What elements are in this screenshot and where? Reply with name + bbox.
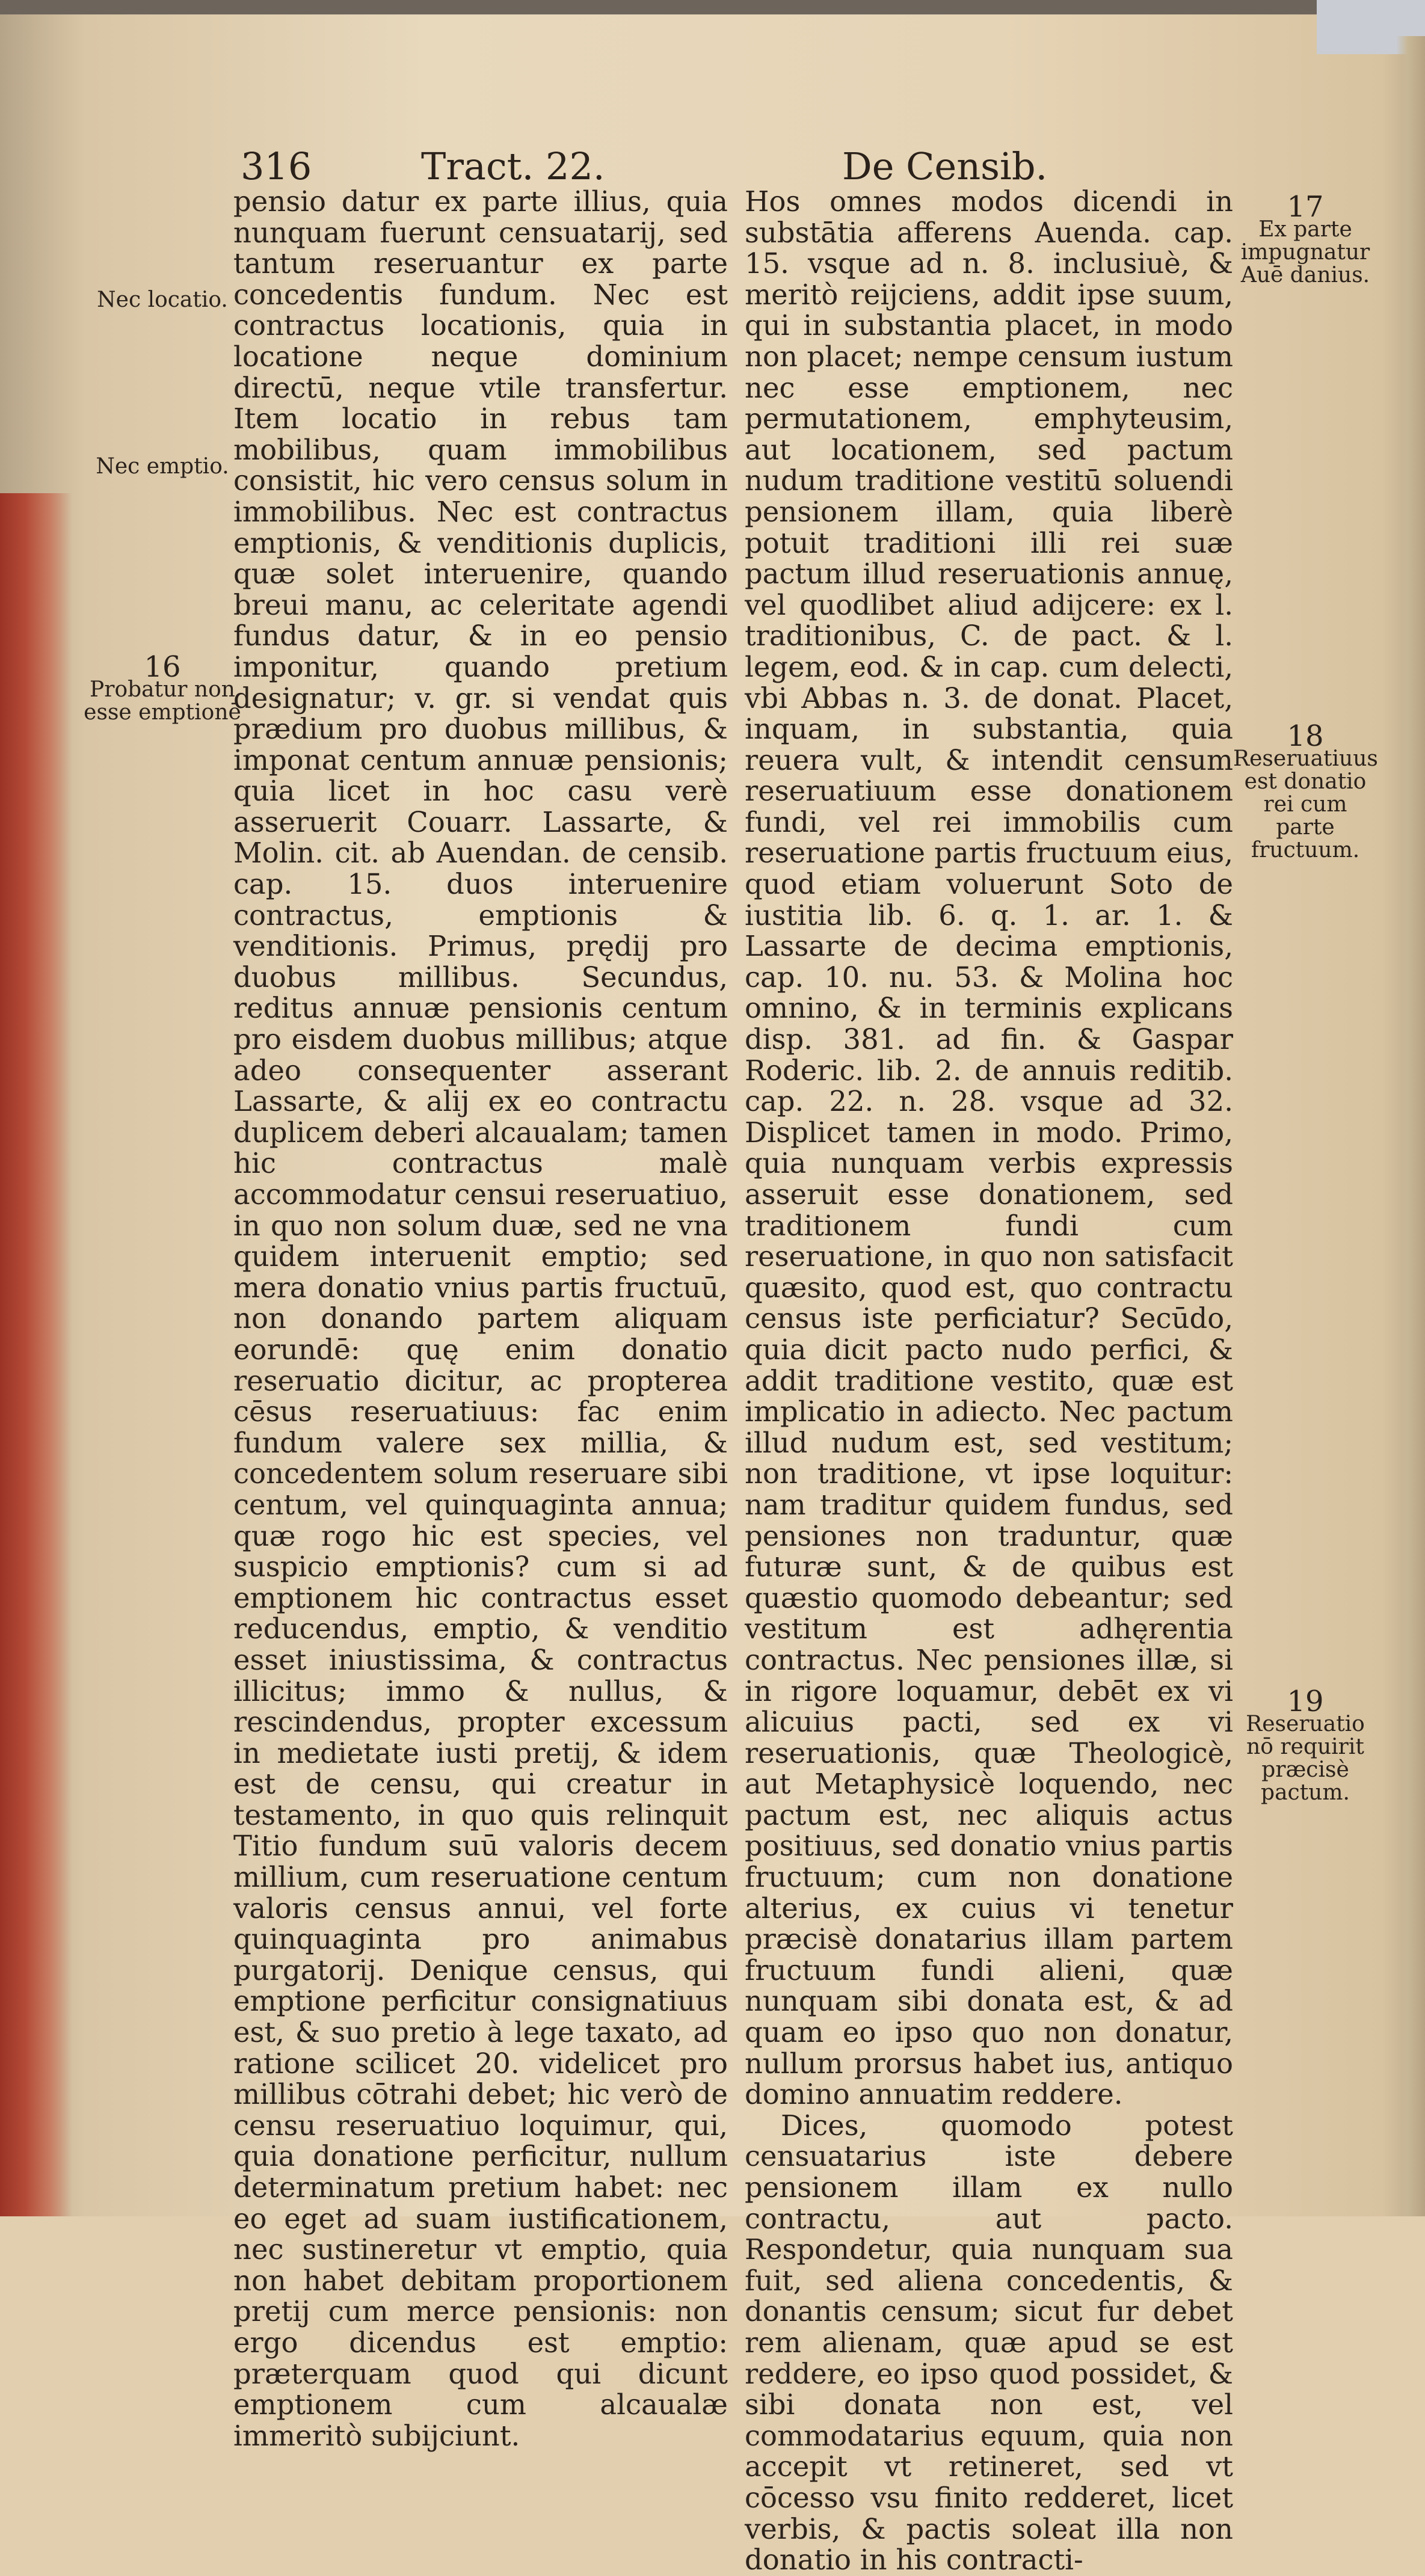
- margin-note-number: 18: [1287, 719, 1324, 753]
- margin-note-18: [1233, 719, 1378, 862]
- margin-note-text: Ex parte impugnatur Auē danius.: [1240, 217, 1370, 287]
- tractatus-heading: Tract. 22.: [421, 144, 605, 188]
- margin-note-text: Reseruatio nō requirit præcisè pactum.: [1246, 1712, 1365, 1805]
- top-border: [0, 0, 1425, 14]
- margin-note-number: 17: [1287, 190, 1324, 224]
- red-page-edge: [0, 493, 72, 2216]
- margin-note-text: Nec emptio.: [96, 454, 229, 479]
- margin-note-text: Nec locatio.: [97, 287, 228, 312]
- body-paragraph: Dices, quomodo potest censuatarius iste debere pensionem illam ex nullo contractu, aut pacto. Respondetur, quia nunquam sua fuit, sed aliena concedentis, & donantis censum; sicut fur debet rem alienam, quæ apud se est reddere, eo ipso quod possidet, & sibi donata non est, vel commodatarius equum, quia non accepit vt retineret, sed vt cōcesso vsu finito redderet, licet verbis, & pactis soleat illa non donatio in his contracti-: [745, 2109, 1233, 2576]
- margin-note-number: 19: [1287, 1685, 1324, 1718]
- margin-note-16: [72, 650, 253, 725]
- margin-note-19: [1233, 1685, 1377, 1805]
- body-paragraph: pensio datur ex parte illius, quia nunquam fuerunt censuatarij, sed tantum reseruantur ex parte concedentis fundum. Nec est contractus locationis, quia in locatione neque dominium directū, neque vtile transfertur. Item locatio in rebus tam mobilibus, quam immobilibus consistit, hic vero census solum in immobilibus. Nec est contractus emptionis, & venditionis duplicis, quæ solet interuenire, quando breui manu, ac celeritate agendi fundus datur, & in eo pensio imponitur, quando pretium designatur; v. gr. si vendat quis prædium pro duobus millibus, & imponat centum annuæ pensionis; quia licet in hoc casu verè asseruerit Couarr. Lassarte, & Molin. cit. ab Auendan. de censib. cap. 15. duos interuenire contractus, emptionis & venditionis. Primus, prędij pro duobus millibus. Secundus, reditus annuæ pensionis centum pro eisdem duobus millibus; atque adeo consequenter asserant Lassarte, & alij ex eo contractu duplicem deberi alcaualam; tamen hic contractus malè accommodatur censui reseruatiuo, in quo non solum duæ, sed ne vna quidem interuenit emptio; sed mera donatio vnius partis fructuū, non donando partem aliquam eorundē: quę enim donatio reseruatio dicitur, ac propterea cēsus reseruatiuus: fac enim fundum valere sex millia, & concedentem solum reseruare sibi centum, vel quinquaginta annua; quæ rogo hic est species, vel suspicio emptionis? cum si ad emptionem hic contractus esset reducendus, emptio, & venditio esset iniustissima, & contractus illicitus; immo & nullus, & rescindendus, propter excessum in medietate iusti pretij, & idem est de censu, qui creatur in testamento, in quo quis relinquit Titio fundum suū valoris decem millium, cum reseruatione centum valoris census annui, vel forte quinquaginta pro animabus purgatorij. Denique census, qui emptione perficitur consignatiuus est, & suo pretio à lege taxato, ad ratione scilicet 20. videlicet pro millibus cōtrahi debet; hic verò de censu reseruatiuo loquimur, qui, quia donatione perficitur, nullum determinatum pretium habet: nec eo eget ad suam iustificationem, nec sustineretur vt emptio, quia non habet debitam proportionem pretij cum merce pensionis: non ergo dicendus est emptio: præterquam quod qui dicunt emptionem cum alcaualæ immeritò subijciunt.: [233, 185, 728, 2452]
- margin-note-nec-locatio: [72, 289, 253, 312]
- page-fold-shadow: [1396, 36, 1425, 2216]
- margin-note-17: [1233, 190, 1377, 287]
- margin-note-nec-emptio: [72, 455, 253, 478]
- margin-note-number: 16: [144, 650, 181, 684]
- margin-note-text: Probatur non esse emptionē: [84, 677, 241, 725]
- margin-note-text: Reseruatiuus est donatio rei cum parte fructuum.: [1233, 746, 1378, 862]
- page-number: 316: [241, 144, 312, 188]
- body-paragraph: Hos omnes modos dicendi in substātia afferens Auenda. cap. 15. vsque ad n. 8. inclusiuè, & meritò reijciens, addit ipse suum, qui in substantia placet, in modo non placet; nempe censum iustum nec esse emptionem, nec permutationem, emphyteusim, aut locationem, sed pactum nudum traditione vestitū soluendi pensionem illam, quia liberè potuit traditioni illi rei suæ pactum illud reseruationis annuę, vel quodlibet aliud adijcere: ex l. traditionibus, C. de pact. & l. legem, eod. & in cap. cum delecti, vbi Abbas n. 3. de donat. Placet, inquam, in substantia, quia reuera vult, & intendit censum reseruatiuum esse donationem fundi, vel rei immobilis cum reseruatione partis fructuum eius, quod etiam voluerunt Soto de iustitia lib. 6. q. 1. ar. 1. & Lassarte de decima emptionis, cap. 10. nu. 53. & Molina hoc omnino, & in terminis explicans disp. 381. ad fin. & Gaspar Roderic. lib. 2. de annuis reditib. cap. 22. n. 28. vsque ad 32. Displicet tamen in modo. Primo, quia nunquam verbis expressis asseruit esse donationem, sed traditionem fundi cum reseruatione, in quo non satisfacit quæsito, quod est, quo contractu census iste perficiatur? Secūdo, quia dicit pacto nudo perfici, & addit traditione vestito, quæ est implicatio in adiecto. Nec pactum illud nudum est, sed vestitum; non traditione, vt ipse loquitur: nam traditur quidem fundus, sed pensiones non traduntur, quæ futuræ sunt, & de quibus est quæstio quomodo debeantur; sed vestitum est adhęrentia contractus. Nec pensiones illæ, si in rigore loquamur, debēt ex vi alicuius pacti, sed ex vi reseruationis, quæ Theologicè, aut Metaphysicè loquendo, nec pactum est, nec aliquis actus positiuus, sed donatio vnius partis fructuum; cum non donatione alterius, ex cuius vi tenetur præcisè donatarius illam partem fructuum fundi alieni, quæ nunquam sibi donata est, & ad quam eo ipso quo non donatur, nullum prorsus habet ius, antiquo domino annuatim reddere.: [745, 185, 1233, 2111]
- right-text-column: [745, 186, 1233, 2576]
- left-text-column: [233, 186, 728, 2452]
- section-heading: De Censib.: [842, 144, 1048, 188]
